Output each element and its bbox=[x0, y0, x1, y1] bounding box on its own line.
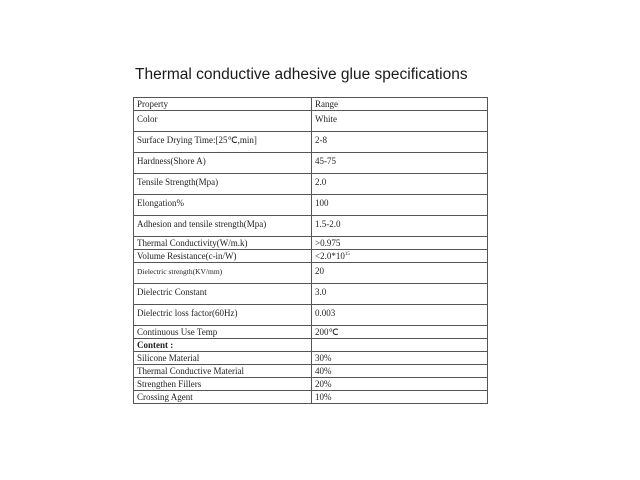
property-cell: Thermal Conductive Material bbox=[134, 365, 312, 378]
property-cell: Continuous Use Temp bbox=[134, 326, 312, 339]
range-cell: 10% bbox=[312, 391, 488, 404]
property-cell: Dielectric loss factor(60Hz) bbox=[134, 305, 312, 326]
property-cell: Surface Drying Time:[25℃,min] bbox=[134, 132, 312, 153]
range-cell: 20% bbox=[312, 378, 488, 391]
property-cell: Hardness(Shore A) bbox=[134, 153, 312, 174]
table-row bbox=[134, 284, 488, 305]
content-label-row bbox=[134, 339, 488, 352]
table-header-row bbox=[134, 98, 488, 111]
table-row bbox=[134, 250, 488, 263]
range-cell: >0.975 bbox=[312, 237, 488, 250]
table-row bbox=[134, 153, 488, 174]
range-cell: 20 bbox=[312, 263, 488, 284]
document-title: Thermal conductive adhesive glue specifications bbox=[135, 66, 468, 83]
range-cell bbox=[312, 250, 488, 263]
range-cell: 2.0 bbox=[312, 174, 488, 195]
range-cell: 200℃ bbox=[312, 326, 488, 339]
content-row bbox=[134, 378, 488, 391]
range-cell: 45-75 bbox=[312, 153, 488, 174]
range-exponent: 15 bbox=[344, 252, 350, 257]
table-row bbox=[134, 263, 488, 284]
range-cell: 2-8 bbox=[312, 132, 488, 153]
table-row bbox=[134, 195, 488, 216]
range-cell: White bbox=[312, 111, 488, 132]
property-cell: Thermal Conductivity(W/m.k) bbox=[134, 237, 312, 250]
range-cell: 3.0 bbox=[312, 284, 488, 305]
table-row bbox=[134, 237, 488, 250]
table-row bbox=[134, 132, 488, 153]
range-cell: 40% bbox=[312, 365, 488, 378]
property-cell: Elongation% bbox=[134, 195, 312, 216]
property-cell: Crossing Agent bbox=[134, 391, 312, 404]
property-cell: Dielectric Constant bbox=[134, 284, 312, 305]
content-row bbox=[134, 352, 488, 365]
property-cell: Adhesion and tensile strength(Mpa) bbox=[134, 216, 312, 237]
range-cell: 100 bbox=[312, 195, 488, 216]
empty-cell bbox=[312, 339, 488, 352]
property-cell: Volume Resistance(c-in/W) bbox=[134, 250, 312, 263]
property-cell: Strengthen Fillers bbox=[134, 378, 312, 391]
property-cell: Color bbox=[134, 111, 312, 132]
range-cell: 30% bbox=[312, 352, 488, 365]
table-row bbox=[134, 326, 488, 339]
table-row bbox=[134, 174, 488, 195]
content-row bbox=[134, 365, 488, 378]
property-cell: Silicone Material bbox=[134, 352, 312, 365]
content-row bbox=[134, 391, 488, 404]
header-range: Range bbox=[312, 98, 488, 111]
content-label: Content : bbox=[134, 339, 312, 352]
range-cell: 1.5-2.0 bbox=[312, 216, 488, 237]
specifications-table bbox=[133, 97, 488, 404]
property-cell: Tensile Strength(Mpa) bbox=[134, 174, 312, 195]
table-row bbox=[134, 305, 488, 326]
table-row bbox=[134, 216, 488, 237]
property-cell: Dielectric strength(KV/mm) bbox=[134, 263, 312, 284]
header-property: Property bbox=[134, 98, 312, 111]
range-value: <2.0*10 bbox=[315, 251, 345, 261]
table-row bbox=[134, 111, 488, 132]
range-cell: 0.003 bbox=[312, 305, 488, 326]
